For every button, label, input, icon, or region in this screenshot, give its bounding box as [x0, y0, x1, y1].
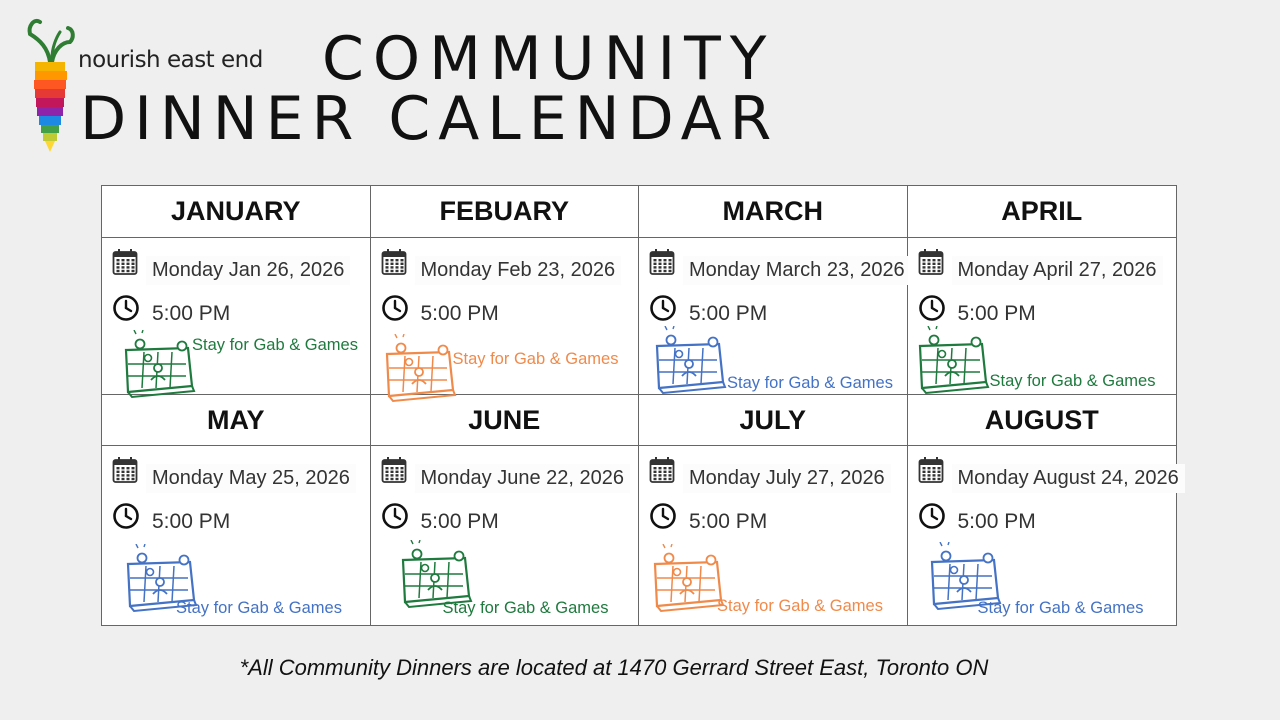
- dinner-time: 5:00 PM: [420, 302, 499, 325]
- month-cell-august: [908, 446, 1177, 625]
- month-header-may: MAY: [102, 394, 371, 446]
- clock-icon: [649, 294, 677, 322]
- calendar-icon: [112, 456, 138, 484]
- dinner-time: 5:00 PM: [689, 510, 768, 533]
- calendar-icon: [381, 248, 407, 276]
- activity-label: Stay for Gab & Games: [192, 336, 358, 354]
- location-footnote: *All Community Dinners are located at 1470 Gerrard Street East, Toronto ON: [239, 655, 989, 680]
- month-header-january: JANUARY: [102, 186, 371, 238]
- dinner-date: Monday June 22, 2026: [415, 464, 631, 493]
- month-cell-march: [639, 238, 908, 394]
- dinner-date: Monday July 27, 2026: [683, 464, 891, 493]
- month-header-july: JULY: [639, 394, 908, 446]
- month-cell-febuary: [371, 238, 640, 394]
- month-cell-may: [102, 446, 371, 625]
- board-game-icon: [912, 326, 992, 396]
- clock-icon: [112, 294, 140, 322]
- dinner-date: Monday April 27, 2026: [952, 256, 1163, 285]
- dinner-calendar-grid: [101, 185, 1177, 626]
- clock-icon: [112, 502, 140, 530]
- activity-label: Stay for Gab & Games: [176, 599, 342, 617]
- clock-icon: [381, 502, 409, 530]
- dinner-time: 5:00 PM: [420, 510, 499, 533]
- title-line-1: COMMUNITY: [322, 24, 776, 94]
- month-header-april: APRIL: [908, 186, 1177, 238]
- clock-icon: [381, 294, 409, 322]
- calendar-icon: [381, 456, 407, 484]
- activity-label: Stay for Gab & Games: [452, 350, 619, 368]
- dinner-date: Monday Jan 26, 2026: [146, 256, 350, 285]
- dinner-date: Monday March 23, 2026: [683, 256, 911, 285]
- page-title: [80, 24, 810, 154]
- month-header-febuary: FEBUARY: [371, 186, 640, 238]
- dinner-time: 5:00 PM: [152, 510, 231, 533]
- dinner-date: Monday May 25, 2026: [146, 464, 356, 493]
- month-header-august: AUGUST: [908, 394, 1177, 446]
- clock-icon: [918, 294, 946, 322]
- calendar-icon: [649, 248, 675, 276]
- dinner-date: Monday Feb 23, 2026: [415, 256, 622, 285]
- month-header-june: JUNE: [371, 394, 640, 446]
- title-line-2: DINNER CALENDAR: [80, 84, 780, 154]
- clock-icon: [918, 502, 946, 530]
- board-game-icon: [649, 326, 729, 396]
- clock-icon: [649, 502, 677, 530]
- board-game-icon: [379, 334, 459, 404]
- dinner-time: 5:00 PM: [152, 302, 231, 325]
- calendar-icon: [918, 456, 944, 484]
- dinner-date: Monday August 24, 2026: [952, 464, 1185, 493]
- calendar-icon: [649, 456, 675, 484]
- month-header-march: MARCH: [639, 186, 908, 238]
- activity-label: Stay for Gab & Games: [989, 372, 1156, 390]
- calendar-icon: [112, 248, 138, 276]
- dinner-time: 5:00 PM: [689, 302, 768, 325]
- activity-label: Stay for Gab & Games: [727, 374, 893, 392]
- month-cell-june: [371, 446, 640, 625]
- activity-label: Stay for Gab & Games: [977, 599, 1144, 617]
- board-game-icon: [647, 544, 727, 614]
- month-cell-april: [908, 238, 1177, 394]
- board-game-icon: [118, 330, 198, 400]
- month-cell-july: [639, 446, 908, 625]
- calendar-icon: [918, 248, 944, 276]
- org-name: nourish east end: [78, 47, 263, 73]
- dinner-time: 5:00 PM: [957, 510, 1036, 533]
- dinner-time: 5:00 PM: [957, 302, 1036, 325]
- month-cell-january: [102, 238, 371, 394]
- activity-label: Stay for Gab & Games: [717, 597, 883, 615]
- activity-label: Stay for Gab & Games: [442, 599, 609, 617]
